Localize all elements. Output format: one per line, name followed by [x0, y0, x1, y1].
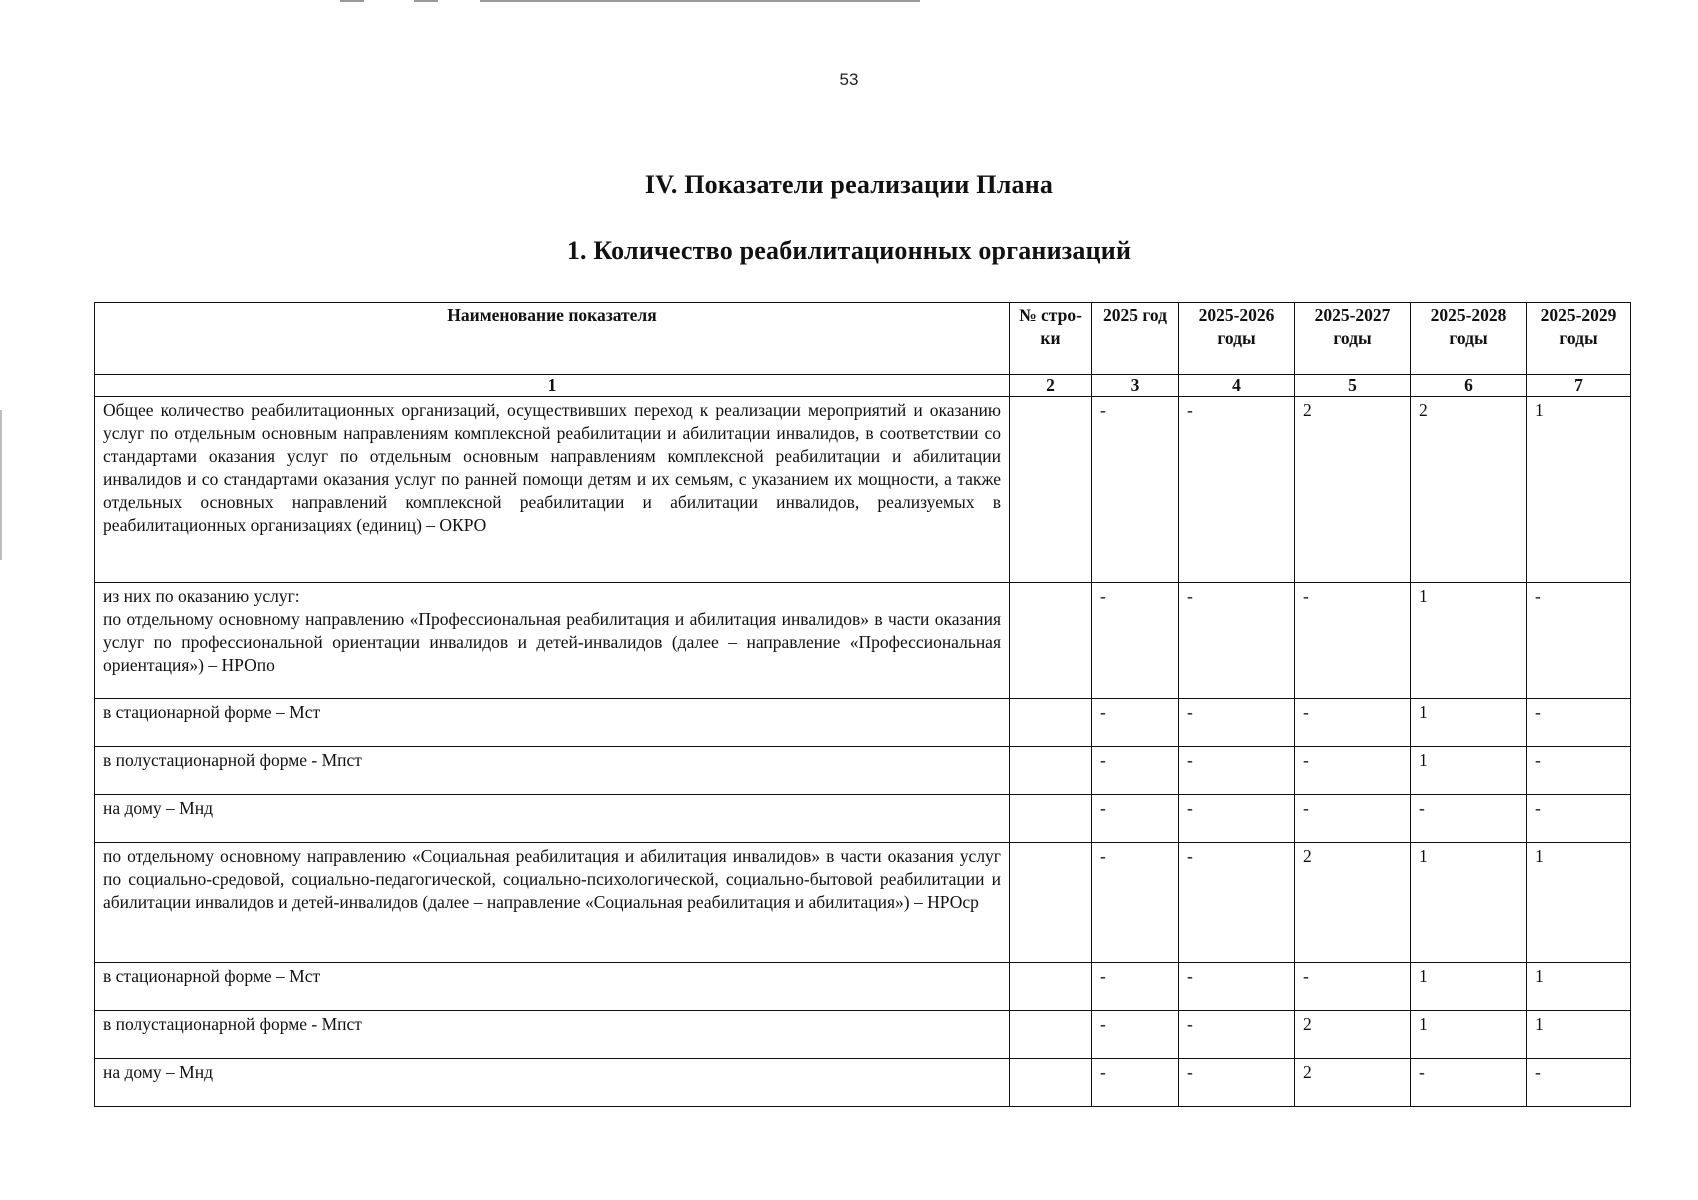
value-cell: -: [1527, 795, 1631, 843]
column-number: 7: [1527, 375, 1631, 397]
page-number: 53: [839, 70, 859, 89]
header-row: [95, 303, 1631, 375]
value-cell: 1: [1527, 1011, 1631, 1059]
value-cell: -: [1092, 747, 1179, 795]
value-cell: 1: [1411, 843, 1527, 963]
table-row: [95, 1059, 1631, 1107]
value-cell: 2: [1295, 397, 1411, 583]
row-number-cell: [1010, 699, 1092, 747]
value-cell: -: [1092, 795, 1179, 843]
row-name: в полустационарной форме - Мпст: [95, 747, 1010, 795]
value-cell: -: [1411, 795, 1527, 843]
value-cell: -: [1179, 1011, 1295, 1059]
value-cell: 1: [1527, 843, 1631, 963]
indicators-table: [94, 302, 1631, 1107]
header-2025-2029: 2025-2029 годы: [1527, 303, 1631, 375]
row-name-intro: из них по оказанию услуг:: [103, 586, 300, 606]
value-cell: -: [1092, 1011, 1179, 1059]
value-cell: -: [1527, 1059, 1631, 1107]
header-2025-2026: 2025-2026 годы: [1179, 303, 1295, 375]
section-title: IV. Показатели реализации Плана: [644, 170, 1054, 199]
value-cell: -: [1411, 1059, 1527, 1107]
value-cell: -: [1092, 397, 1179, 583]
value-cell: -: [1179, 843, 1295, 963]
scan-artifact-line: [340, 0, 364, 2]
value-cell: -: [1295, 795, 1411, 843]
value-cell: -: [1295, 747, 1411, 795]
table-row: [95, 963, 1631, 1011]
value-cell: 1: [1527, 397, 1631, 583]
table-row: [95, 1011, 1631, 1059]
column-number: 2: [1010, 375, 1092, 397]
column-number: 5: [1295, 375, 1411, 397]
value-cell: 1: [1527, 963, 1631, 1011]
row-number-cell: [1010, 583, 1092, 699]
row-name: [95, 583, 1010, 699]
row-name: Общее количество реабилитационных организаций, осуществивших переход к реализации мероприятий и оказанию услуг по отдельным основным направлениям комплексной реабилитации и абилитации инвалидов, в соответствии со стандартами оказания услуг по отдельным основным направлениям комплексной реабилитации и абилитации инвалидов и со стандартами оказания услуг по ранней помощи детям и их семьям, с указанием их мощности, а также отдельных основных направлений комплексной реабилитации и абилитации инвалидов, реализуемых в реабилитационных организациях (единиц) – ОКРО: [95, 397, 1010, 583]
scan-artifact-line: [414, 0, 438, 2]
column-number: 4: [1179, 375, 1295, 397]
table-row: [95, 699, 1631, 747]
value-cell: 2: [1295, 843, 1411, 963]
scan-edge-mark: [0, 410, 2, 560]
column-number: 3: [1092, 375, 1179, 397]
value-cell: -: [1527, 747, 1631, 795]
value-cell: 1: [1411, 699, 1527, 747]
table-row: [95, 583, 1631, 699]
column-number: 1: [95, 375, 1010, 397]
value-cell: -: [1092, 843, 1179, 963]
subsection-title: 1. Количество реабилитационных организаций: [566, 236, 1132, 265]
row-name: в полустационарной форме - Мпст: [95, 1011, 1010, 1059]
value-cell: -: [1092, 1059, 1179, 1107]
table-row: [95, 795, 1631, 843]
value-cell: -: [1295, 963, 1411, 1011]
value-cell: -: [1527, 699, 1631, 747]
header-2025-2028: 2025-2028 годы: [1411, 303, 1527, 375]
row-name: в стационарной форме – Мст: [95, 699, 1010, 747]
value-cell: -: [1179, 583, 1295, 699]
header-2025-2027: 2025-2027 годы: [1295, 303, 1411, 375]
value-cell: -: [1179, 795, 1295, 843]
value-cell: -: [1295, 583, 1411, 699]
header-row-no: № стро-ки: [1010, 303, 1092, 375]
row-number-cell: [1010, 397, 1092, 583]
value-cell: 2: [1295, 1059, 1411, 1107]
row-number-cell: [1010, 843, 1092, 963]
row-number-cell: [1010, 1011, 1092, 1059]
column-number-row: [95, 375, 1631, 397]
table-row: [95, 397, 1631, 583]
column-number: 6: [1411, 375, 1527, 397]
row-number-cell: [1010, 963, 1092, 1011]
row-number-cell: [1010, 1059, 1092, 1107]
value-cell: -: [1092, 963, 1179, 1011]
row-name: на дому – Мнд: [95, 795, 1010, 843]
row-name: по отдельному основному направлению «Социальная реабилитация и абилитация инвалидов» в части оказания услуг по социально-средовой, социально-педагогической, социально-психологической, социально-бытовой реабилитации и абилитации инвалидов и детей-инвалидов (далее – направление «Социальная реабилитация и абилитация») – НРОср: [95, 843, 1010, 963]
row-name-detail: по отдельному основному направлению «Профессиональная реабилитация и абилитация инвалидов» в части оказания услуг по профессиональной ориентации инвалидов и детей-инвалидов (далее – направление «Профессиональная ориентация») – НРОпо: [103, 609, 1001, 675]
value-cell: 2: [1411, 397, 1527, 583]
value-cell: -: [1295, 699, 1411, 747]
value-cell: 1: [1411, 963, 1527, 1011]
value-cell: -: [1179, 1059, 1295, 1107]
table-row: [95, 747, 1631, 795]
value-cell: -: [1092, 699, 1179, 747]
value-cell: 2: [1295, 1011, 1411, 1059]
value-cell: -: [1179, 963, 1295, 1011]
value-cell: -: [1527, 583, 1631, 699]
value-cell: -: [1092, 583, 1179, 699]
scan-artifact-line: [480, 0, 920, 2]
value-cell: -: [1179, 397, 1295, 583]
value-cell: 1: [1411, 747, 1527, 795]
row-number-cell: [1010, 795, 1092, 843]
value-cell: -: [1179, 747, 1295, 795]
table-row: [95, 843, 1631, 963]
row-number-cell: [1010, 747, 1092, 795]
value-cell: 1: [1411, 1011, 1527, 1059]
value-cell: 1: [1411, 583, 1527, 699]
header-2025: 2025 год: [1092, 303, 1179, 375]
header-name: Наименование показателя: [95, 303, 1010, 375]
row-name: на дому – Мнд: [95, 1059, 1010, 1107]
value-cell: -: [1179, 699, 1295, 747]
row-name: в стационарной форме – Мст: [95, 963, 1010, 1011]
